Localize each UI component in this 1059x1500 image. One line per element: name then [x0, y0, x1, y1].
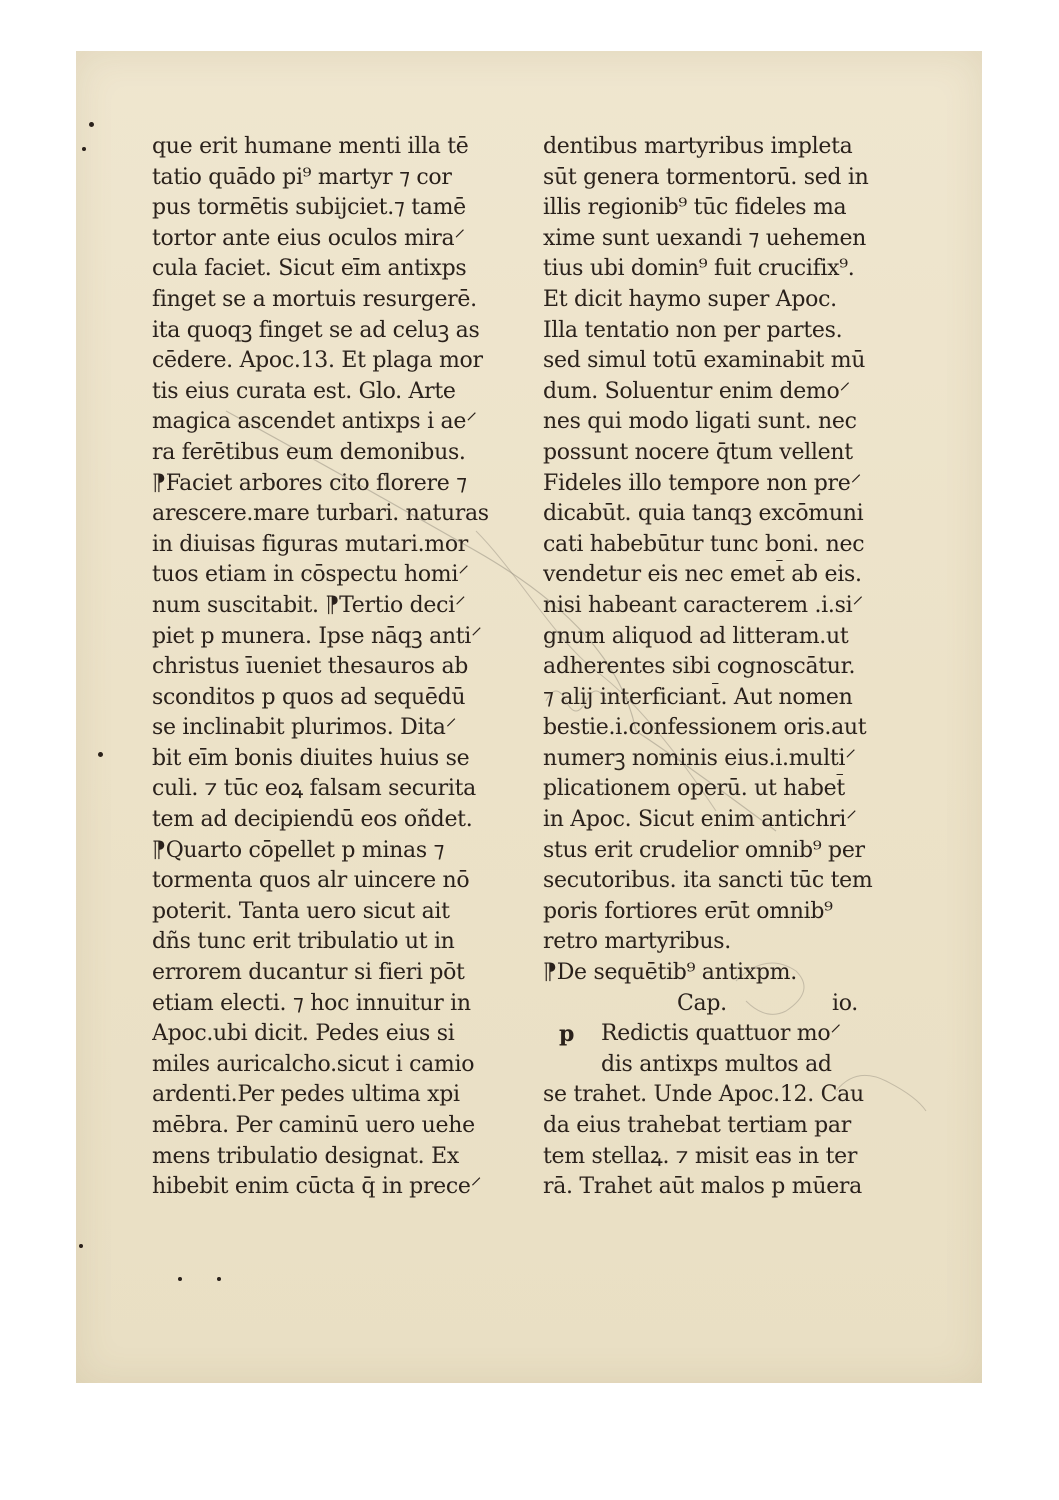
text-line: sūt genera tormentorū. sed in: [543, 164, 869, 190]
text-line: retro martyribus.: [543, 929, 731, 955]
text-line: da eius trahebat tertiam par: [543, 1113, 851, 1138]
text-line: Et dicit haymo super Apoc.: [543, 286, 837, 312]
text-line: culi. ⁊ tūc eoꝝ falsam securita: [152, 776, 476, 802]
text-line: ⁋Faciet arbores cito florere ⁊: [152, 470, 467, 496]
text-line: vendetur eis nec emet̄ ab eis.: [543, 562, 862, 588]
text-line: dñs tunc erit tribulatio ut in: [152, 929, 455, 955]
text-line: numerꝫ nominis eius.i.multi⸍: [543, 745, 856, 771]
left-text-column: [152, 132, 497, 1203]
chapter-paragraph: [543, 1019, 888, 1203]
chapter-heading: [543, 989, 888, 1020]
text-line: tius ubi domin⁹ fuit crucifix⁹.: [543, 256, 855, 282]
text-line: bit eīm bonis diuites huius se: [152, 745, 470, 771]
margin-dot: [98, 752, 103, 757]
text-line: num suscitabit. ⁋Tertio deci⸍: [152, 592, 466, 618]
margin-dot: [178, 1277, 182, 1281]
right-text-column: [543, 132, 888, 1203]
text-line: ⁋De sequētib⁹ antixpm.: [543, 960, 797, 986]
text-line: se inclinabit plurimos. Dita⸍: [152, 715, 457, 741]
text-line: se trahet. Unde Apoc.12. Cau: [543, 1082, 864, 1108]
text-line: ardenti.Per pedes ultima xpi: [152, 1082, 460, 1108]
text-line: magica ascendet antixps i ae⸍: [152, 409, 477, 435]
text-line: miles auricalcho.sicut i camio: [152, 1051, 475, 1077]
text-line: secutoribus. ita sancti tūc tem: [543, 868, 873, 894]
text-line: adherentes sibi cognoscātur.: [543, 654, 856, 680]
text-line: bestie.i.confessionem oris.aut: [543, 715, 867, 741]
text-line: etiam electi. ⁊ hoc innuitur in: [152, 990, 471, 1016]
text-line: Apoc.ubi dicit. Pedes eius si: [152, 1021, 455, 1047]
text-line: stus erit crudelior omnib⁹ per: [543, 837, 865, 863]
text-line: tatio quādo pi⁹ martyr ⁊ cor: [152, 164, 452, 190]
text-line: dicabūt. quia tanqꝫ excōmuni: [543, 501, 864, 527]
text-line: cati habebūtur tunc boni. nec: [543, 531, 865, 557]
text-line: finget se a mortuis resurgerē.: [152, 286, 477, 312]
text-line: piet p munera. Ipse nāqꝫ anti⸍: [152, 623, 482, 649]
text-line: in diuisas figuras mutari.mor: [152, 531, 469, 557]
margin-dot: [89, 122, 94, 127]
text-line: tortor ante eius oculos mira⸍: [152, 225, 465, 251]
text-line: tis eius curata est. Glo. Arte: [152, 378, 456, 404]
text-line: cula faciet. Sicut eīm antixps: [152, 256, 467, 282]
text-line: poris fortiores erūt omnib⁹: [543, 898, 833, 924]
text-line: in Apoc. Sicut enim antichri⸍: [543, 807, 857, 833]
text-line: tem ad decipiendū eos oñdet.: [152, 807, 473, 833]
text-line: dentibus martyribus impleta: [543, 134, 853, 159]
chapter-number: io.: [832, 990, 858, 1016]
text-line: sed simul totū examinabit mū: [543, 348, 866, 374]
text-line: cēdere. Apoc.13. Et plaga mor: [152, 348, 483, 374]
text-line: nisi habeant caracterem .i.si⸍: [543, 592, 864, 618]
text-line: ra ferētibus eum demonibus.: [152, 439, 466, 465]
text-line: mens tribulatio designat. Ex: [152, 1143, 459, 1169]
text-line: sconditos p quos ad sequēdū: [152, 684, 466, 710]
chapter-label: Cap.: [677, 990, 727, 1016]
text-line: xime sunt uexandi ⁊ uehemen: [543, 225, 867, 251]
text-line: arescere.mare turbari. naturas: [152, 501, 489, 527]
text-line: dis antixps multos ad: [601, 1051, 832, 1077]
text-line: gnum aliquod ad litteram.ut: [543, 623, 849, 649]
text-line: tormenta quos alr uincere nō: [152, 868, 470, 894]
text-line: hibebit enim cūcta q̄ in prece⸍: [152, 1174, 482, 1200]
text-line: plicationem operū. ut habet̄: [543, 776, 845, 802]
text-line: rā. Trahet aūt malos p mūera: [543, 1174, 862, 1200]
text-line: illis regionib⁹ tūc fideles ma: [543, 195, 847, 221]
margin-dot: [217, 1277, 221, 1281]
text-line: tem stellaꝝ. ⁊ misit eas in ter: [543, 1143, 858, 1169]
text-line: ita quoqꝫ finget se ad celuꝫ as: [152, 317, 480, 343]
text-line: nes qui modo ligati sunt. nec: [543, 409, 857, 435]
text-line: tuos etiam in cōspectu homi⸍: [152, 562, 469, 588]
text-line: dum. Soluentur enim demo⸍: [543, 378, 851, 404]
margin-dot: [82, 147, 86, 151]
text-line: christus īueniet thesauros ab: [152, 654, 469, 680]
text-line: errorem ducantur si fieri pōt: [152, 960, 465, 986]
text-line: mēbra. Per caminū uero uehe: [152, 1113, 475, 1138]
text-line: Illa tentatio non per partes.: [543, 317, 843, 343]
text-line: possunt nocere q̄tum vellent: [543, 439, 853, 465]
text-line: ⁊ alij interficiant̄. Aut nomen: [543, 684, 853, 710]
text-line: Redictis quattuor mo⸍: [601, 1021, 841, 1047]
text-line: Fideles illo tempore non pre⸍: [543, 470, 862, 496]
margin-dot: [79, 1244, 83, 1248]
text-line: que erit humane menti illa tē: [152, 134, 469, 159]
initial-letter: p: [559, 1021, 575, 1048]
text-line: ⁋Quarto cōpellet p minas ⁊: [152, 837, 445, 863]
text-line: poterit. Tanta uero sicut ait: [152, 898, 450, 924]
text-line: pus tormētis subijciet.⁊ tamē: [152, 195, 466, 221]
